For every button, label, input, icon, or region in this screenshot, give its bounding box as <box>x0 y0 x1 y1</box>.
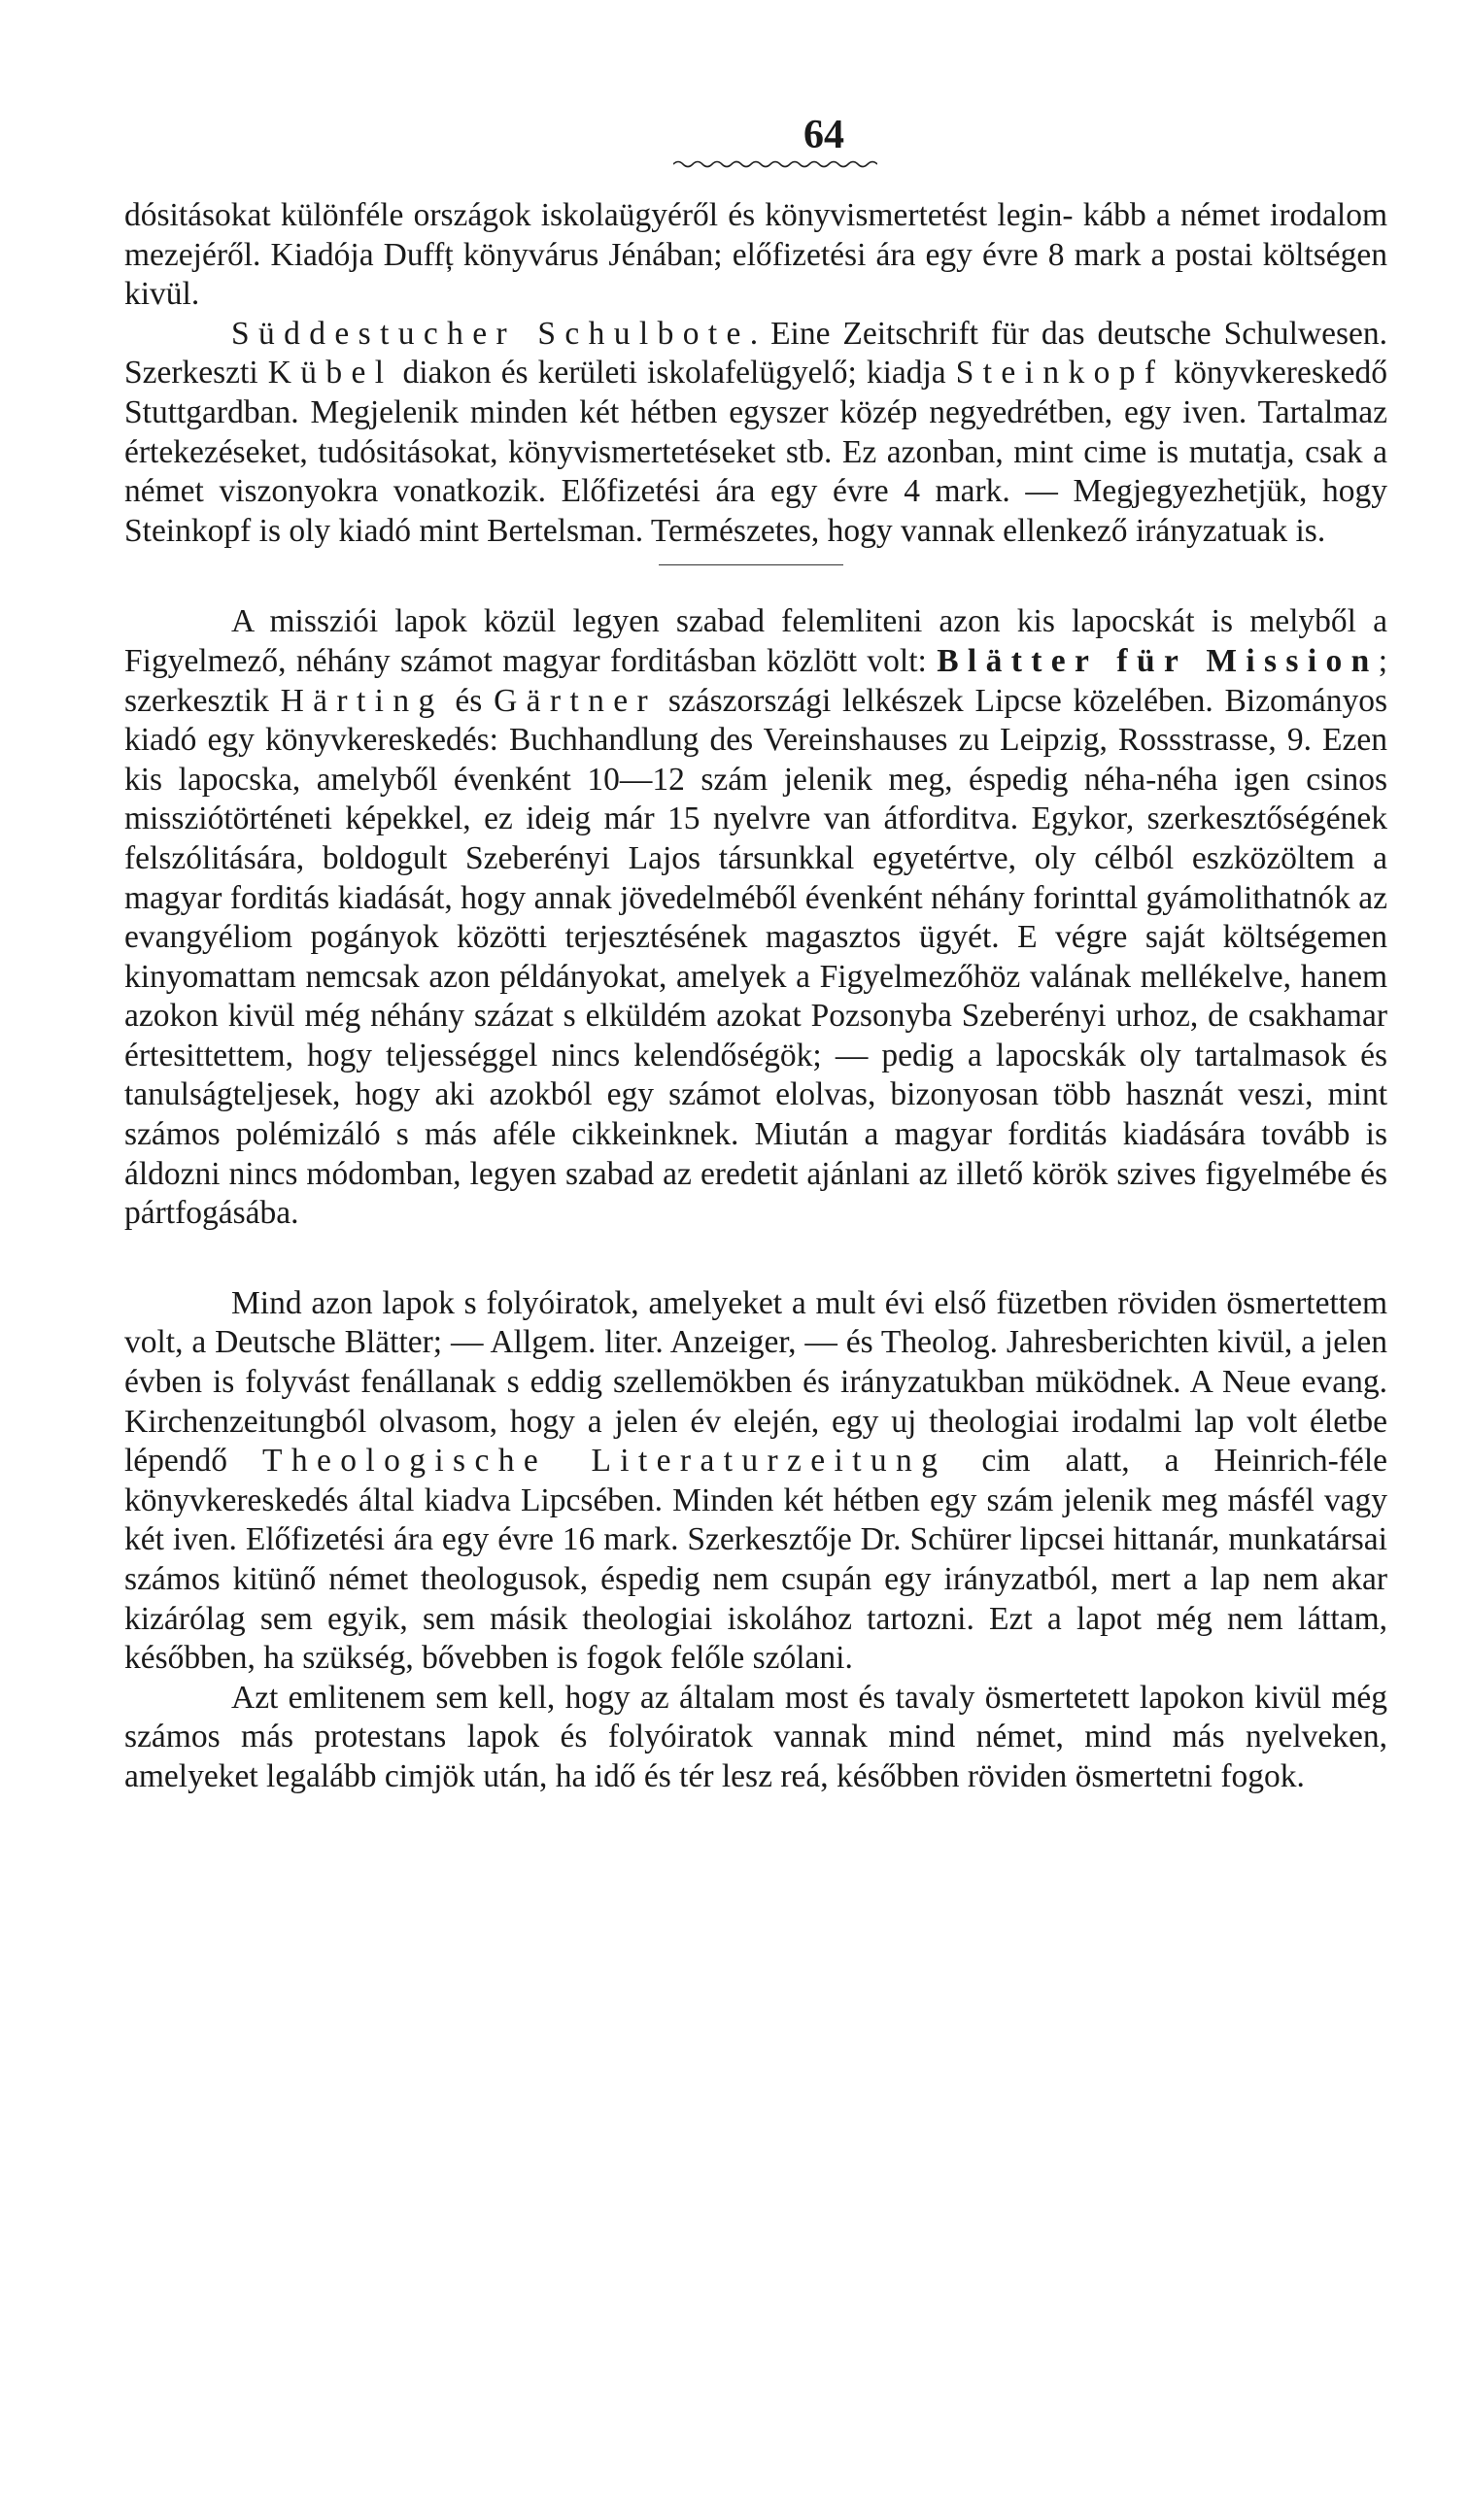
page-number: 64 <box>803 113 844 157</box>
document-page <box>124 115 1387 1797</box>
paragraph-text: Mind azon lapok s folyóiratok, amelyeket a mult évi első füzetben röviden ösmertettem volt, a Deutsche Blätter; — Allgem. liter. Anzeiger, — és Theolog. Jahresberichten kivül, a jelen évben is folyvást fenállanak s eddig szellemökben és irányzatukban müködnek. A Neue evang. Kirchenzeitungból olvasom, hogy a jelen év elején, egy uj theologiai irodalmi lap volt életbe lépendő <box>124 1284 1387 1480</box>
decorative-wavy-rule <box>673 159 877 169</box>
paragraph-closing <box>124 1679 1387 1797</box>
paragraph-other-journals <box>124 1284 1387 1679</box>
paragraph-text: könyvkereskedő Stuttgardban. Megjelenik minden két hétben egyszer közép negyedrétben, egy iven. Tartalmaz értekezéseket, tudósitásokat, könyvismertetéseket stb. Ez azonban, mint cime is mutatja, csak a német viszonyokra vonatkozik. Előfizetési ára egy évre 4 mark. — Megjegyezhetjük, hogy Steinkopf is oly kiadó mint Bertelsman. Természetes, hogy vannak ellenkező irányzatuak is. <box>124 355 1387 549</box>
paragraph-schulbote <box>124 315 1387 552</box>
spaced-periodical-title: Blätter für Mission <box>937 642 1379 679</box>
paragraph-text: szászországi lelkészek Lipcse közelében. Bizományos kiadó egy könyvkereskedés: Buchhandlung des Vereinshauses zu Leipzig, Rossstrasse, 9. Ezen kis lapocska, amelyből évenként 10—12 szám jelenik meg, éspedig néha-néha igen csinos missziótörténeti képekkel, ez ideig már 15 nyelvre van átforditva. Egykor, szerkesztőségének felszólitására, boldogult Szeberényi Lajos társunkkal egyetértve, oly célból eszközöltem a magyar forditás kiadását, hogy annak jövedelméből évenként néhány forinttal gyámolithatnók az evangyéliom pogányok közötti terjesztésének magasztos ügyét. E végre saját költségemen kinyomattam nemcsak azon példányokat, amelyek a Figyelmezőhöz valának mellékelve, hanem azokon kivül még néhány százat s elküldém azokat Pozsonyba Szeberényi urhoz, de csakhamar értesittettem, hogy teljességgel nincs kelendőségök; — pedig a lapocskák oly tartalmasok és tanulságteljesek, hogy aki azokból egy számot elolvas, bizonyosan több hasznát veszi, mint számos polémizáló s más aféle cikkeinknek. Miután a magyar forditás kiadására tovább is áldozni nincs módomban, legyen szabad az eredetit ajánlani az illető körök szives figyelmébe és pártfogásába. <box>124 682 1387 1232</box>
text-line: kább a német irodalom mezejéről. Kiadója Duffț könyvárus Jénában; <box>124 197 1387 273</box>
paragraph-mission-papers <box>124 602 1387 1234</box>
paragraph-text: diakon és kerületi iskolafelügyelő; kiadja <box>393 355 956 392</box>
spaced-publisher-name: Steinkopf <box>955 355 1165 392</box>
text-line: előfizetési ára egy évre 8 mark a postai költségen kivül. <box>124 236 1387 313</box>
spaced-periodical-title: Süddestucher Schulbote <box>231 315 750 352</box>
paragraph-text: ; szerkesztik <box>124 642 1387 719</box>
section-divider <box>659 564 843 565</box>
spaced-editor-name: Kübel <box>267 355 393 392</box>
spaced-periodical-title: Theologische Literaturzeitung <box>262 1443 947 1480</box>
paragraph-text: . Eine Zeitschrift für das deutsche Schulwesen. Szerkeszti <box>124 315 1387 392</box>
spaced-editor-name: Härting <box>280 682 444 719</box>
paragraph-text: A missziói lapok közül legyen szabad felemliteni azon kis lapocskát is melyből a Figyelmező, néhány számot magyar forditásban közlött volt: <box>124 603 1387 679</box>
paragraph-text: és <box>443 682 495 719</box>
paragraph-continuation <box>124 196 1387 315</box>
text-line: dósitásokat különféle országok iskolaügyéről és könyvismertetést legin- <box>124 197 1074 233</box>
spaced-editor-name: Gärtner <box>494 682 658 719</box>
paragraph-text: cim alatt, a Heinrich-féle könyvkereskedés által kiadva Lipcsében. Minden két hétben egy szám jelenik meg másfél vagy két iven. Előfizetési ára egy évre 16 mark. Szerkesztője Dr. Schürer lipcsei hittanár, munkatársai számos kitünő német theologusok, éspedig nem csupán egy irányzatból, mert a lap nem akar kizárólag sem egyik, sem másik theologiai iskolához tartozni. Ezt a lapot még nem láttam, későbben, ha szükség, bővebben is fogok felőle szólani. <box>124 1443 1388 1677</box>
paragraph-text: Azt emlitenem sem kell, hogy az általam most és tavaly ösmertetett lapokon kivül még számos más protestans lapok és folyóiratok vannak mind német, mind más nyelveken, amelyeket legalább cimjök után, ha idő és tér lesz reá, későbben röviden ösmertetni fogok. <box>124 1679 1387 1794</box>
